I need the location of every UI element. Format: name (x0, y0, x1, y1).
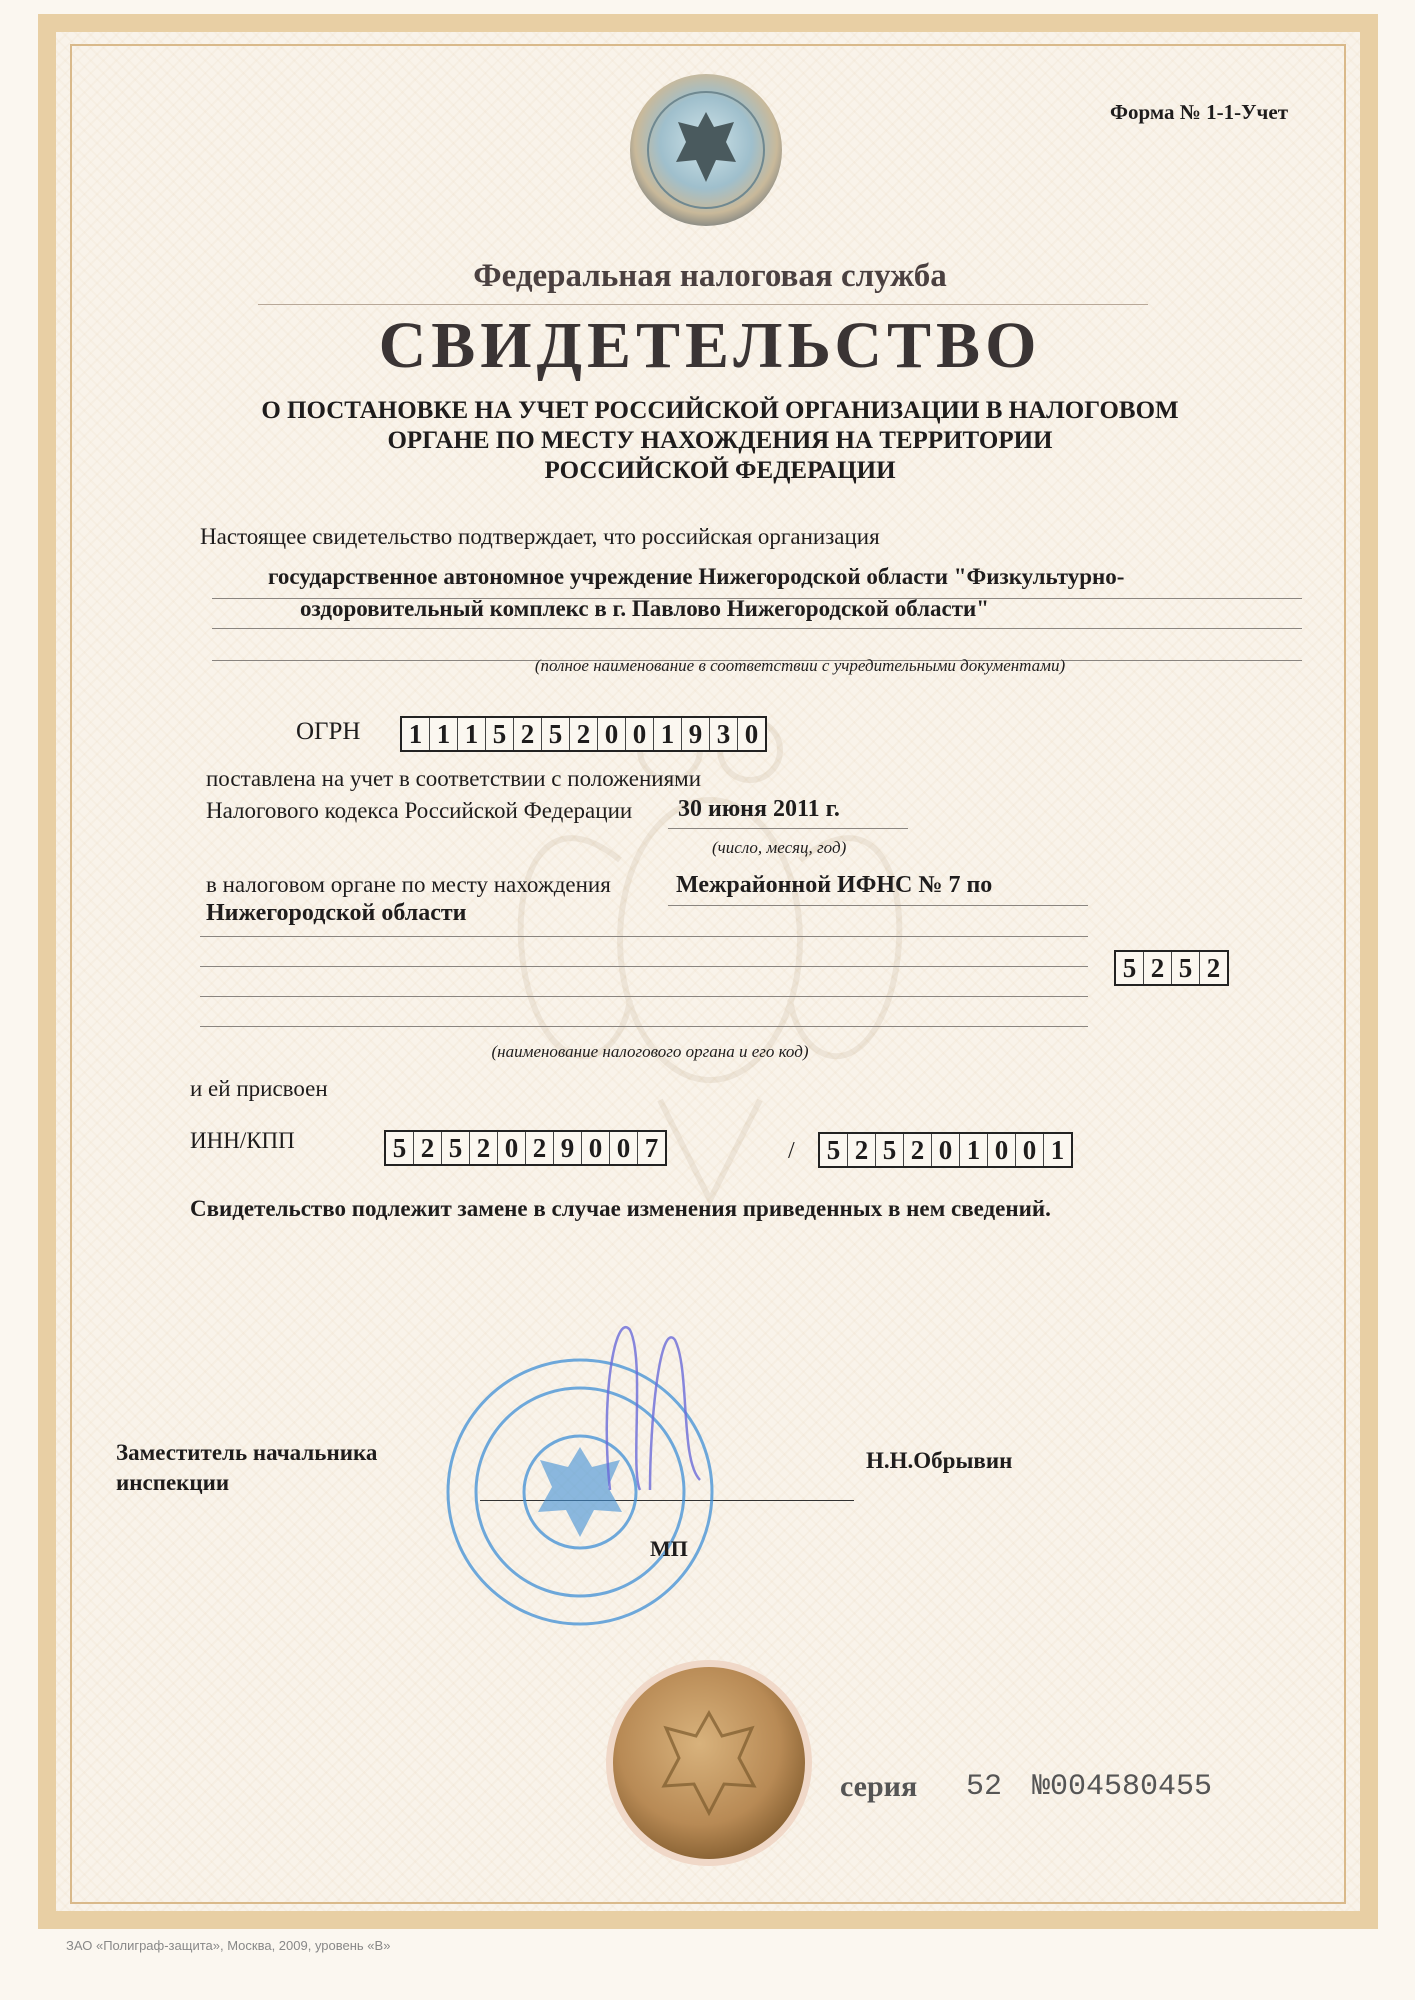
seal-mark: МП (650, 1536, 688, 1561)
digit-cell: 5 (1116, 952, 1144, 984)
slash-separator: / (788, 1138, 795, 1164)
hologram-emblem-icon (628, 72, 784, 228)
inn-digits (384, 1130, 667, 1166)
registration-date: 30 июня 2011 г. (678, 796, 840, 822)
subtitle-line: РОССИЙСКОЙ ФЕДЕРАЦИИ (544, 457, 896, 484)
digit-cell: 5 (820, 1134, 848, 1166)
digit-cell: 2 (1144, 952, 1172, 984)
digit-cell: 0 (1016, 1134, 1044, 1166)
digit-cell: 2 (570, 718, 598, 750)
org-name-caption: (полное наименование в соответствии с учредительными документами) (534, 656, 1066, 675)
signer-title-line: Заместитель начальника (116, 1440, 378, 1465)
digit-cell: 0 (744, 719, 759, 749)
certificate-number (1032, 1770, 1212, 1804)
signer-title-line: инспекции (116, 1470, 230, 1495)
digit-cell: 9 (554, 1132, 582, 1164)
digit-cell: 5 (486, 718, 514, 750)
digit-cell: 5 (876, 1134, 904, 1166)
registered-text: поставлена на учет в соответствии с положениями (206, 766, 702, 791)
form-number: Форма № 1-1-Учет (1110, 100, 1289, 124)
digit-cell: 1 (458, 718, 486, 750)
digit-cell: 5 (386, 1132, 414, 1164)
org-name-line: государственное автономное учреждение Нижегородской области "Физкультурно- (268, 564, 1125, 589)
digit-cell: 2 (514, 718, 542, 750)
ogrn-digits (400, 716, 767, 752)
signer-name: Н.Н.Обрывин (866, 1448, 1013, 1473)
org-name-line: оздоровительный комплекс в г. Павлово Нижегородской области" (300, 596, 990, 621)
digit-cell: 0 (598, 718, 626, 750)
digit-cell: 1 (402, 718, 430, 750)
digit-cell: 2 (470, 1132, 498, 1164)
series-value: 52 (966, 1770, 1003, 1804)
digit-cell: 3 (710, 718, 738, 750)
assigned-text: и ей присвоен (190, 1076, 328, 1101)
kpp-digits (818, 1132, 1073, 1168)
ogrn-label: ОГРН (296, 718, 361, 745)
subtitle-line: О ПОСТАНОВКЕ НА УЧЕТ РОССИЙСКОЙ ОРГАНИЗАЦИИ В НАЛОГОВОМ (261, 397, 1179, 424)
inn-kpp-label: ИНН/КПП (190, 1128, 295, 1153)
digit-cell: 9 (682, 718, 710, 750)
digit-cell: 5 (442, 1132, 470, 1164)
digit-cell: 0 (582, 1132, 610, 1164)
digit-cell: 2 (1206, 953, 1221, 983)
digit-cell: 2 (414, 1132, 442, 1164)
digit-cell: 1 (654, 718, 682, 750)
page-title: СВИДЕТЕЛЬСТВО (378, 309, 1042, 382)
tax-office-name: Межрайонной ИФНС № 7 по (676, 872, 993, 898)
tax-office-code (1114, 950, 1229, 986)
digit-cell: 5 (542, 718, 570, 750)
tax-office-name: Нижегородской области (206, 900, 467, 926)
agency-name: Федеральная налоговая служба (473, 258, 947, 294)
number-value: 004580455 (1050, 1770, 1213, 1804)
subtitle (160, 396, 1280, 486)
intro-text: Настоящее свидетельство подтверждает, что российская организация (200, 524, 880, 549)
replacement-note: Свидетельство подлежит замене в случае изменения приведенных в нем сведений. (190, 1196, 1051, 1221)
digit-cell: 2 (526, 1132, 554, 1164)
digit-cell: 5 (1172, 952, 1200, 984)
gold-seal-icon (604, 1658, 814, 1868)
registered-text: Налогового кодекса Российской Федерации (206, 798, 633, 823)
digit-cell: 2 (848, 1134, 876, 1166)
date-caption: (число, месяц, год) (712, 838, 847, 857)
tax-office-label: в налоговом органе по месту нахождения (206, 872, 611, 897)
signer-title (116, 1438, 377, 1498)
printer-imprint: ЗАО «Полиграф-защита», Москва, 2009, уровень «В» (66, 1938, 391, 1953)
digit-cell: 7 (644, 1133, 659, 1163)
digit-cell: 0 (498, 1132, 526, 1164)
handwritten-signature-icon (590, 1300, 720, 1500)
digit-cell: 0 (988, 1134, 1016, 1166)
digit-cell: 0 (610, 1132, 638, 1164)
tax-office-caption: (наименование налогового органа и его код) (491, 1042, 809, 1061)
number-label: № (1032, 1770, 1051, 1804)
digit-cell: 0 (626, 718, 654, 750)
series-label: серия (840, 1770, 918, 1803)
digit-cell: 1 (1050, 1135, 1065, 1165)
digit-cell: 1 (960, 1134, 988, 1166)
digit-cell: 2 (904, 1134, 932, 1166)
digit-cell: 1 (430, 718, 458, 750)
digit-cell: 0 (932, 1134, 960, 1166)
subtitle-line: ОРГАНЕ ПО МЕСТУ НАХОЖДЕНИЯ НА ТЕРРИТОРИИ (387, 427, 1053, 454)
